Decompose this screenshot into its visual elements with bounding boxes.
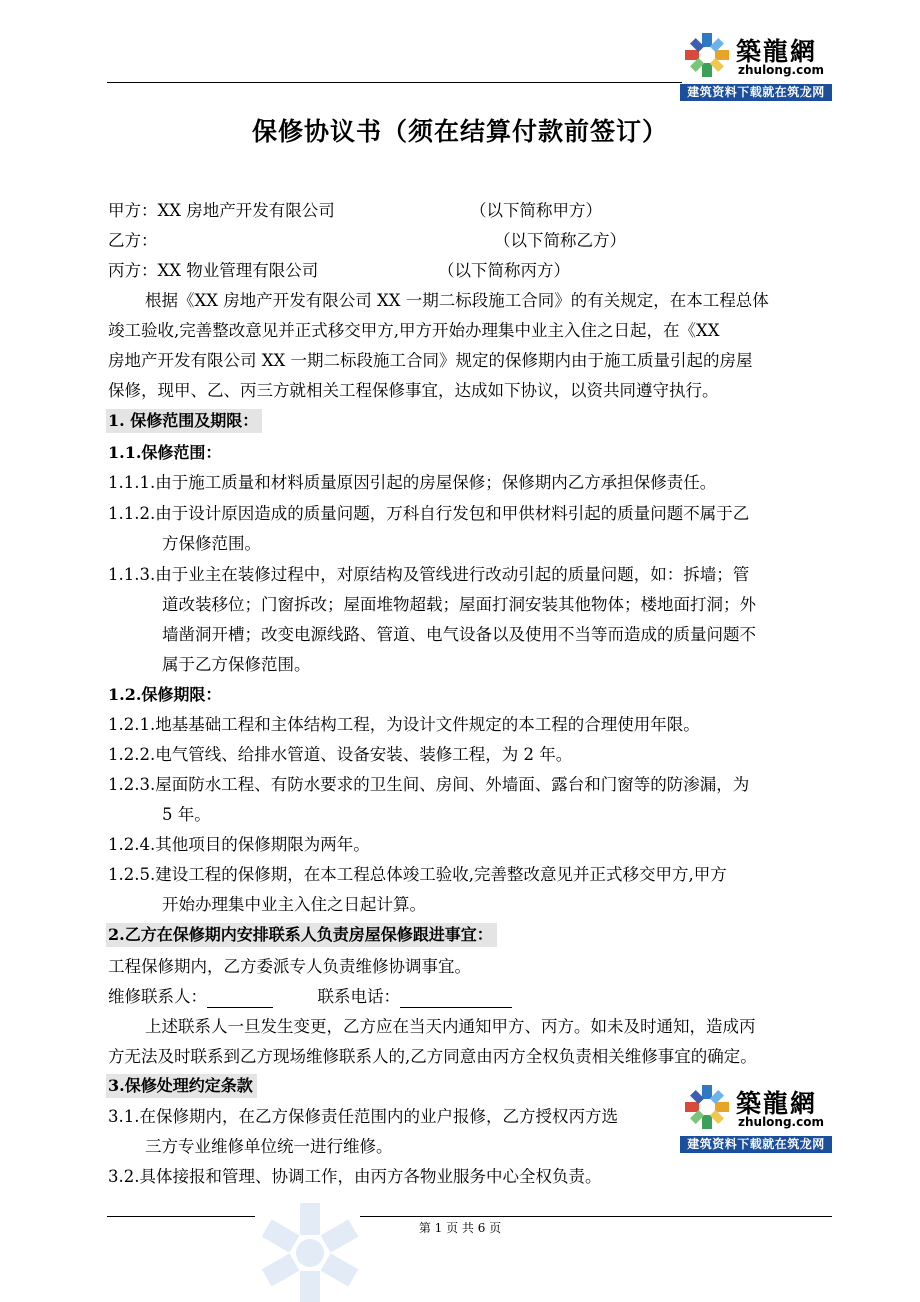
page-title: 保修协议书（须在结算付款前签订） — [251, 117, 668, 146]
clause-1-1-3-cont: 道改装移位；门窗拆改；屋面堆物超载；屋面打洞安装其他物体；楼地面打洞；外 — [162, 595, 756, 614]
clause-1-1-1: 1.1.1.由于施工质量和材料质量原因引起的房屋保修；保修期内乙方承担保修责任。 — [108, 473, 717, 492]
clause-1-1-3-cont: 属于乙方保修范围。 — [162, 655, 311, 674]
party-a: 甲方：XX 房地产开发有限公司 — [108, 201, 335, 220]
logo-domain: zhulong.com — [738, 63, 824, 77]
logo-name-cn: 築龍網 — [736, 37, 818, 66]
clause-1-2-1: 1.2.1.地基基础工程和主体结构工程，为设计文件规定的本工程的合理使用年限。 — [108, 715, 700, 734]
zhulong-logo-watermark[interactable] — [680, 1082, 832, 1150]
clause-1-2-3: 1.2.3.屋面防水工程、有防水要求的卫生间、房间、外墙面、露台和门窗等的防渗漏，为 — [108, 775, 750, 794]
clause-1-1-3-cont: 墙凿洞开槽；改变电源线路、管道、电气设备以及使用不当等而造成的质量问题不 — [162, 625, 756, 644]
logo-domain: zhulong.com — [738, 1115, 824, 1129]
footer-rule-left — [107, 1216, 255, 1217]
phone-field[interactable] — [400, 989, 512, 1008]
clause-1-2-5: 1.2.5.建设工程的保修期，在本工程总体竣工验收,完善整改意见并正式移交甲方,甲方 — [108, 865, 727, 884]
preamble-line: 保修，现甲、乙、丙三方就相关工程保修事宜，达成如下协议，以资共同遵守执行。 — [108, 381, 719, 400]
section-1-heading: 1. 保修范围及期限： — [106, 409, 262, 433]
phone-label: 联系电话： — [317, 987, 400, 1006]
section-2-heading: 2.乙方在保修期内安排联系人负责房屋保修跟进事宜： — [106, 923, 497, 947]
section-1-2-heading: 1.2.保修期限： — [108, 685, 222, 704]
snowflake-watermark-icon — [255, 1198, 365, 1302]
snowflake-logo-icon — [682, 30, 732, 80]
clause-1-2-5-cont: 开始办理集中业主入住之日起计算。 — [162, 895, 426, 914]
section-2-body: 上述联系人一旦发生变更，乙方应在当天内通知甲方、丙方。如未及时通知，造成丙 — [145, 1017, 756, 1036]
party-c: 丙方：XX 物业管理有限公司 — [108, 261, 319, 280]
logo-tagline: 建筑资料下载就在筑龙网 — [680, 1136, 832, 1153]
clause-1-1-2: 1.1.2.由于设计原因造成的质量问题，万科自行发包和甲供材料引起的质量问题不属于乙 — [108, 504, 750, 523]
clause-3-1-cont: 三方专业维修单位统一进行维修。 — [145, 1137, 393, 1156]
clause-3-1: 3.1.在保修期内，在乙方保修责任范围内的业户报修，乙方授权丙方选 — [108, 1107, 618, 1126]
section-1-1-heading: 1.1.保修范围： — [108, 443, 222, 462]
contact-field[interactable] — [207, 989, 273, 1008]
clause-1-2-2: 1.2.2.电气管线、给排水管道、设备安装、装修工程，为 2 年。 — [108, 745, 573, 764]
clause-3-2: 3.2.具体接报和管理、协调工作，由丙方各物业服务中心全权负责。 — [108, 1167, 602, 1186]
logo-tagline: 建筑资料下载就在筑龙网 — [680, 84, 832, 101]
preamble-line: 房地产开发有限公司 XX 一期二标段施工合同》规定的保修期内由于施工质量引起的房屋 — [108, 351, 753, 370]
snowflake-logo-icon — [682, 1082, 732, 1132]
party-a-alias: （以下简称甲方） — [470, 201, 602, 220]
party-b-alias: （以下简称乙方） — [494, 231, 626, 250]
logo-name-cn: 築龍網 — [736, 1089, 818, 1118]
clause-1-2-3-cont: 5 年。 — [162, 805, 211, 824]
clause-1-2-4: 1.2.4.其他项目的保修期限为两年。 — [108, 835, 370, 854]
contact-row — [108, 986, 512, 1008]
zhulong-logo[interactable] — [680, 30, 832, 98]
header-rule — [107, 82, 682, 83]
party-c-alias: （以下简称丙方） — [438, 261, 570, 280]
section-2-body: 方无法及时联系到乙方现场维修联系人的,乙方同意由丙方全权负责相关维修事宜的确定。 — [108, 1047, 757, 1066]
party-b: 乙方： — [108, 231, 158, 250]
footer-rule-right — [360, 1216, 832, 1217]
clause-1-1-3: 1.1.3.由于业主在装修过程中，对原结构及管线进行改动引起的质量问题，如：拆墙；管 — [108, 565, 750, 584]
preamble-line: 竣工验收,完善整改意见并正式移交甲方,甲方开始办理集中业主入住之日起，在《XX — [108, 321, 720, 340]
section-2-intro: 工程保修期内，乙方委派专人负责维修协调事宜。 — [108, 957, 471, 976]
preamble-line: 根据《XX 房地产开发有限公司 XX 一期二标段施工合同》的有关规定，在本工程总体 — [145, 291, 769, 310]
contact-label: 维修联系人： — [108, 987, 207, 1006]
clause-1-1-2-cont: 方保修范围。 — [162, 534, 261, 553]
section-3-heading: 3.保修处理约定条款 — [106, 1074, 257, 1098]
page-number: 第 1 页 共 6 页 — [418, 1221, 502, 1235]
